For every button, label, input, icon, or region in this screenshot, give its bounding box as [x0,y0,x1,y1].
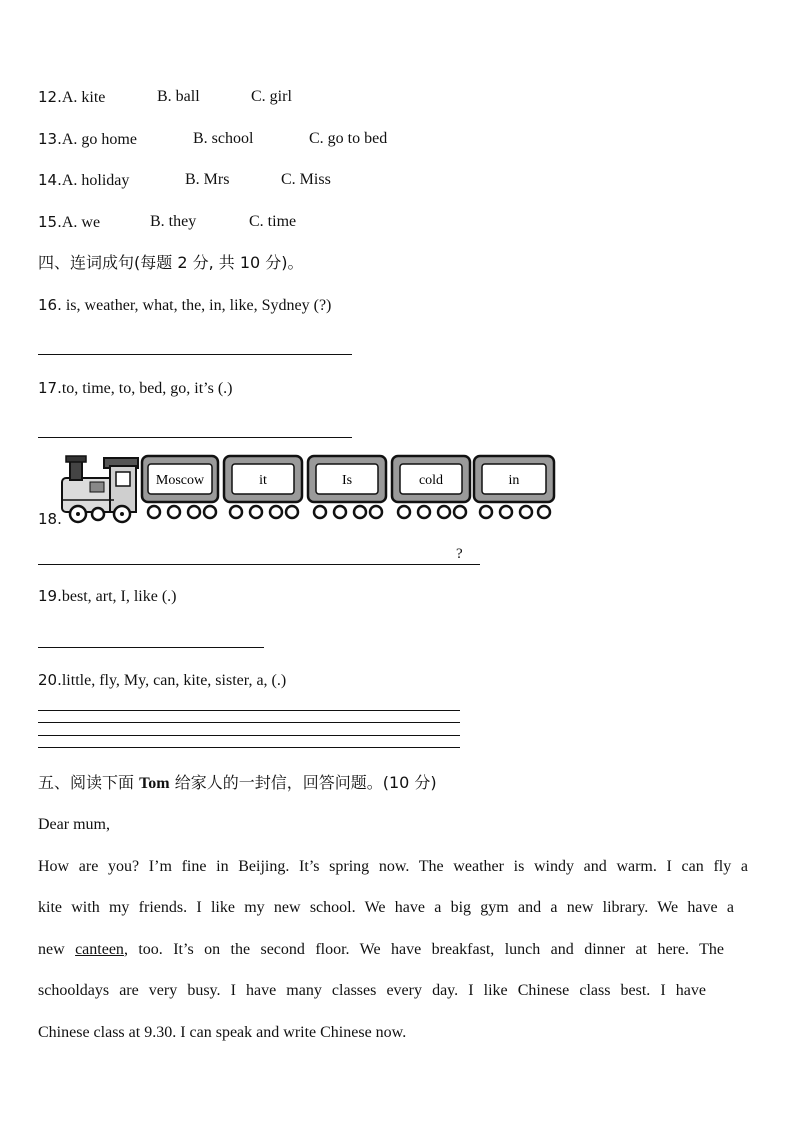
question-number: 13. [38,130,62,148]
option-c: C. time [249,213,297,230]
option-a: A. go home [61,131,137,148]
letter-line: new canteen, too. It’s on the second floor. We have breakfast, lunch and dinner at here. The [38,941,724,958]
question-14 [38,170,331,191]
answer-line-20a[interactable] [38,710,460,711]
option-b: B. school [193,130,254,147]
option-a: A. kite [61,89,106,106]
letter-line: schooldays are very busy. I have many classes every day. I like Chinese class best. I have [38,982,706,999]
section-4-title: 四、连词成句(每题 2 分, 共 10 分)。 [38,253,304,272]
question-number: 14. [38,171,62,189]
question-number: 12. [38,88,62,106]
train-word: Moscow [155,473,205,488]
option-a: A. we [61,214,101,231]
question-number: 19. [38,587,62,605]
answer-line-20d[interactable] [38,747,460,748]
train-word: in [508,473,520,488]
question-number: 16. [38,296,62,314]
question-mark: ? [456,546,463,562]
train-word: it [259,473,267,488]
question-text: little, fly, My, can, kite, sister, a, (.) [61,672,287,689]
question-number: 15. [38,213,62,231]
locomotive-icon [62,456,138,522]
question-18-number: 18. [38,510,62,528]
option-c: C. Miss [281,171,331,188]
option-b: B. Mrs [185,171,230,188]
answer-line-16[interactable] [38,354,352,355]
answer-line-18[interactable] [38,564,480,565]
question-text: is, weather, what, the, in, like, Sydney (?) [61,297,332,314]
question-12 [38,87,292,108]
option-a: A. holiday [61,172,130,189]
underlined-word: canteen [75,941,124,958]
question-number: 20. [38,671,62,689]
letter-line: Chinese class at 9.30. I can speak and write Chinese now. [38,1024,407,1041]
question-text: to, time, to, bed, go, it’s (.) [61,380,233,397]
question-16 [38,295,331,316]
question-20 [38,670,286,691]
letter-greeting: Dear mum, [38,816,110,833]
question-15 [38,212,297,233]
question-text: best, art, I, like (.) [61,588,177,605]
answer-line-17[interactable] [38,437,352,438]
answer-line-20b[interactable] [38,722,460,723]
letter-line: How are you? I’m fine in Beijing. It’s spring now. The weather is windy and warm. I can fly a [38,858,748,875]
train-word: Is [341,473,353,488]
section-5-title: 五、阅读下面 Tom 给家人的一封信，回答问题。(10 分) [38,773,437,792]
answer-line-19[interactable] [38,647,264,648]
option-c: C. go to bed [309,130,388,147]
question-19 [38,586,176,607]
question-17 [38,378,233,399]
option-b: B. they [150,213,197,230]
question-13 [38,129,388,150]
option-b: B. ball [157,88,200,105]
question-number: 17. [38,379,62,397]
option-c: C. girl [251,88,292,105]
train-word: cold [418,473,444,488]
answer-line-20c[interactable] [38,735,460,736]
word-train-image [60,452,560,524]
letter-line: kite with my friends. I like my new school. We have a big gym and a new library. We have a [38,899,734,916]
